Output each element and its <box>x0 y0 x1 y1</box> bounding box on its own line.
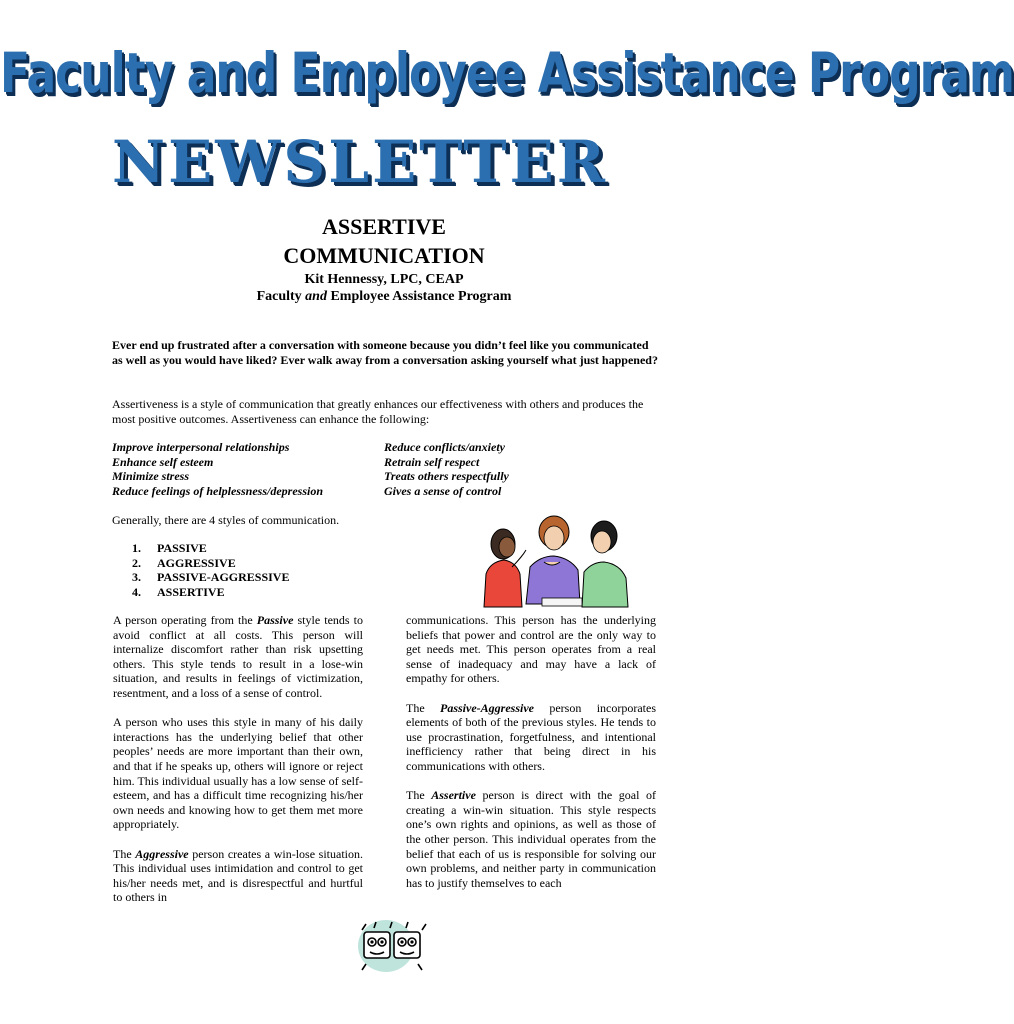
styles-intro: Generally, there are 4 styles of communication. <box>112 513 340 527</box>
assertiveness-paragraph: Assertiveness is a style of communication that greatly enhances our effectiveness with others and produces the most positive outcomes. Assertiveness can enhance the following: <box>112 397 644 426</box>
benefits-right-list <box>384 440 509 498</box>
passive-aggressive-term: Passive-Aggressive <box>440 700 534 715</box>
style-item <box>132 556 289 571</box>
right-column <box>406 613 656 905</box>
style-item <box>132 585 289 600</box>
article-title-line2: COMMUNICATION <box>283 243 485 268</box>
benefit-item: Reduce conflicts/anxiety <box>384 440 505 454</box>
styles-list <box>132 541 289 599</box>
organization <box>0 288 768 305</box>
benefit-item: Enhance self esteem <box>112 454 214 469</box>
benefit-item: Minimize stress <box>112 469 190 484</box>
text: A person operating from the <box>113 613 257 627</box>
passive-paragraph <box>113 613 363 701</box>
article-title <box>0 212 768 270</box>
passive-aggressive-paragraph <box>406 701 656 774</box>
masthead <box>0 30 1014 106</box>
style-number: 1. <box>132 541 141 555</box>
byline <box>0 271 768 305</box>
text: The <box>406 700 441 715</box>
woman-left-figure <box>484 529 526 607</box>
style-label: PASSIVE <box>157 541 207 555</box>
org-suffix: Employee Assistance Program <box>326 289 512 304</box>
text: person is direct with the goal of creating a win-win situation. This style respects one’s own rights and opinions, as well as those of the other person. This individual operates from the belief that each of us is responsible for solving our own problems, and neither party in communication has to justify themselves to each <box>406 788 656 890</box>
style-item <box>132 570 289 585</box>
style-label: AGGRESSIVE <box>157 555 236 570</box>
text: The <box>113 846 136 861</box>
passive-paragraph-2: A person who uses this style in many of his daily interactions has the underlying belief that other peoples’ needs are more important than their own, and that if he speaks up, others will ignore or reject him. This individual usually has a low sense of self-esteem, and has a difficult time recognizing his/her own needs and knowing how to get them met more appropriately. <box>113 715 363 832</box>
three-women-talking-illustration <box>482 512 632 607</box>
woman-right-figure <box>582 521 628 607</box>
two-faces-clipart <box>356 918 432 974</box>
style-number: 4. <box>132 584 141 599</box>
newsletter-title: NEWSLETTER <box>112 128 608 196</box>
passive-term: Passive <box>256 613 294 627</box>
style-item <box>132 541 289 556</box>
text: The <box>406 788 432 803</box>
article-title-line1: ASSERTIVE <box>322 214 446 239</box>
style-label: ASSERTIVE <box>157 584 225 599</box>
assertive-term: Assertive <box>431 788 476 803</box>
program-title: Faculty and Employee Assistance Program <box>0 42 1014 106</box>
text: person creates a win-lose situation. This individual uses intimidation and control to get his/her needs met, and is disrespectful and hurtful to others in <box>113 846 364 905</box>
intro-paragraph: Ever end up frustrated after a conversation with someone because you didn’t feel like you communicated as well as you would have liked? Ever walk away from a conversation asking yourself what just happened? <box>112 338 658 367</box>
benefit-item: Gives a sense of control <box>384 483 502 498</box>
org-and: and <box>305 289 327 304</box>
benefits-left-list <box>112 440 323 498</box>
benefit-item: Retrain self respect <box>384 454 480 469</box>
benefit-item: Reduce feelings of helplessness/depression <box>112 483 323 498</box>
benefit-item: Treats others respectfully <box>384 469 509 484</box>
benefit-item: Improve interpersonal relationships <box>112 440 290 454</box>
assertive-paragraph <box>406 788 656 890</box>
aggressive-paragraph <box>113 847 363 905</box>
org-prefix: Faculty <box>256 289 306 304</box>
style-number: 3. <box>132 570 141 585</box>
left-column <box>113 613 363 919</box>
text: person incorporates elements of both of the previous styles. He tends to use procrastination, forgetfulness, and intentional inefficiency rather that being direct in his communications with others. <box>406 700 656 773</box>
aggressive-term: Aggressive <box>135 846 189 861</box>
woman-middle-figure <box>526 516 580 604</box>
author: Kit Hennessy, LPC, CEAP <box>304 272 464 287</box>
style-label: PASSIVE-AGGRESSIVE <box>157 570 290 585</box>
aggressive-continued-paragraph: communications. This person has the underlying beliefs that power and control are the only way to get needs met. This person operates from a real sense of inadequacy and may have a lack of empathy for others. <box>406 613 656 686</box>
style-number: 2. <box>132 555 141 570</box>
text: style tends to avoid conflict at all costs. This person will internalize discomfort rather than risk upsetting others. This style tends to result in a lose-win situation, and results in feelings of victimization, resentment, and a loss of a sense of control. <box>113 613 363 700</box>
